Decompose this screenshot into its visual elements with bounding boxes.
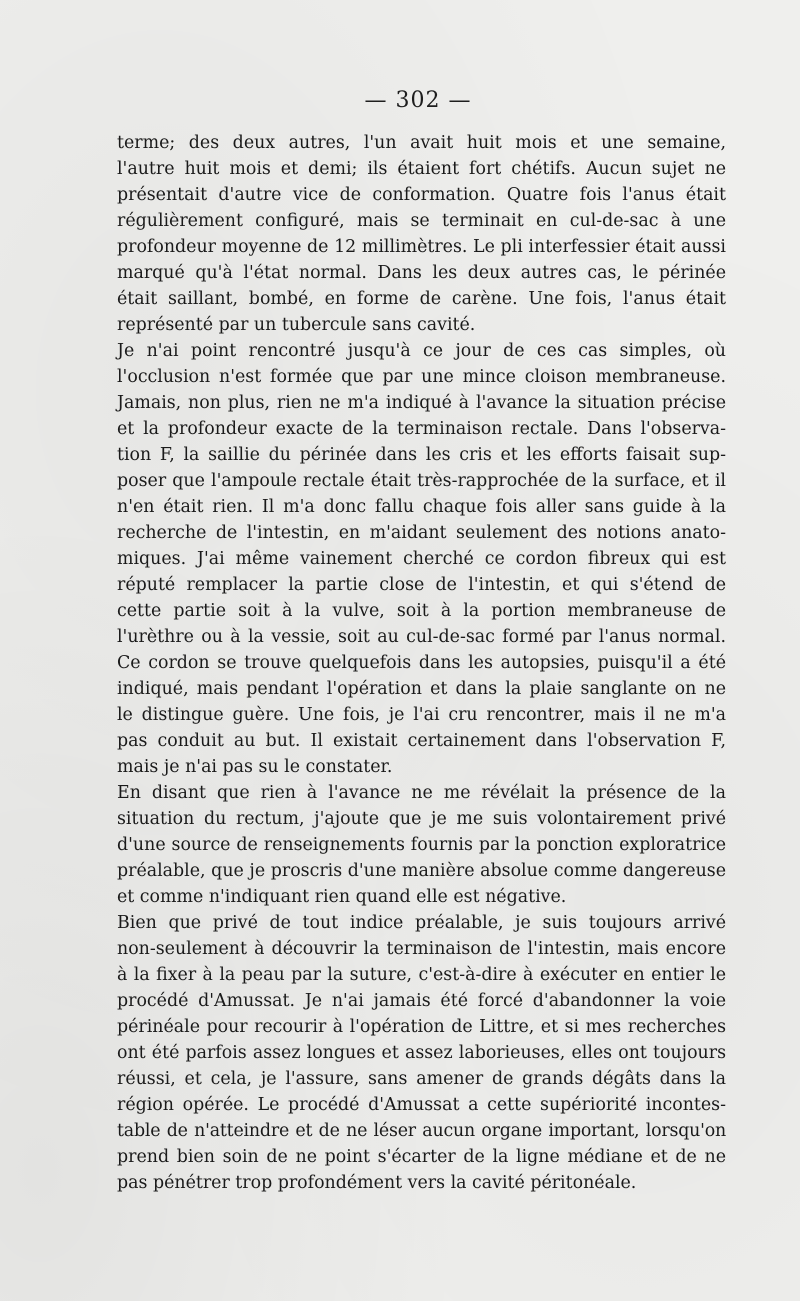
text-line: était saillant, bombé, en forme de carène. Une fois, l'anus était [117, 289, 726, 309]
text-line: préalable, que je proscris d'une manière absolue comme dangereuse [117, 861, 726, 881]
text-line: périnéale pour recourir à l'opération de Littre, et si mes recherches [117, 1017, 726, 1037]
text-line: mais je n'ai pas su le constater. [117, 757, 393, 777]
text-line: tion F, la saillie du périnée dans les cris et les efforts faisait sup- [117, 445, 726, 465]
text-line: Jamais, non plus, rien ne m'a indiqué à l'avance la situation précise [117, 393, 726, 413]
paragraph [117, 910, 726, 1196]
text-line: pas conduit au but. Il existait certainement dans l'observation F, [117, 731, 726, 751]
page-number: — 302 — [364, 88, 472, 113]
text-line: représenté par un tubercule sans cavité. [117, 315, 476, 335]
text-line: réputé remplacer la partie close de l'intestin, et qui s'étend de [117, 575, 726, 595]
text-line: profondeur moyenne de 12 millimètres. Le pli interfessier était aussi [117, 237, 726, 257]
text-line: Bien que privé de tout indice préalable, je suis toujours arrivé [117, 913, 726, 933]
text-line: le distingue guère. Une fois, je l'ai cru rencontrer, mais il ne m'a [117, 705, 726, 725]
text-line: recherche de l'intestin, en m'aidant seulement des notions anato- [117, 523, 726, 543]
paragraph [117, 338, 726, 780]
text-line: cette partie soit à la vulve, soit à la portion membraneuse de [117, 601, 726, 621]
text-line: procédé d'Amussat. Je n'ai jamais été forcé d'abandonner la voie [117, 991, 726, 1011]
text-line: n'en était rien. Il m'a donc fallu chaque fois aller sans guide à la [117, 497, 726, 517]
text-line: En disant que rien à l'avance ne me révélait la présence de la [117, 783, 726, 803]
text-line: l'autre huit mois et demi; ils étaient fort chétifs. Aucun sujet ne [117, 159, 726, 179]
text-line: indiqué, mais pendant l'opération et dans la plaie sanglante on ne [117, 679, 726, 699]
text-line: région opérée. Le procédé d'Amussat a cette supériorité incontes- [117, 1095, 726, 1115]
text-line: terme; des deux autres, l'un avait huit mois et une semaine, [117, 133, 726, 153]
text-line: Je n'ai point rencontré jusqu'à ce jour de ces cas simples, où [117, 341, 726, 361]
body-text [117, 130, 726, 1196]
text-line: et la profondeur exacte de la terminaison rectale. Dans l'observa- [117, 419, 726, 439]
text-line: à la fixer à la peau par la suture, c'est-à-dire à exécuter en entier le [117, 965, 726, 985]
text-line: prend bien soin de ne point s'écarter de la ligne médiane et de ne [117, 1147, 726, 1167]
text-line: non-seulement à découvrir la terminaison de l'intestin, mais encore [117, 939, 726, 959]
text-line: l'occlusion n'est formée que par une mince cloison membraneuse. [117, 367, 726, 387]
text-line: Ce cordon se trouve quelquefois dans les autopsies, puisqu'il a été [117, 653, 726, 673]
text-line: d'une source de renseignements fournis par la ponction exploratrice [117, 835, 726, 855]
text-line: miques. J'ai même vainement cherché ce cordon fibreux qui est [117, 549, 726, 569]
text-line: réussi, et cela, je l'assure, sans amener de grands dégâts dans la [117, 1069, 726, 1089]
paragraph [117, 130, 726, 338]
text-line: régulièrement configuré, mais se terminait en cul-de-sac à une [117, 211, 726, 231]
text-line: présentait d'autre vice de conformation. Quatre fois l'anus était [117, 185, 726, 205]
text-line: table de n'atteindre et de ne léser aucun organe important, lorsqu'on [117, 1121, 726, 1141]
text-line: l'urèthre ou à la vessie, soit au cul-de-sac formé par l'anus normal. [117, 627, 726, 647]
text-line: pas pénétrer trop profondément vers la cavité péritonéale. [117, 1173, 637, 1193]
text-line: ont été parfois assez longues et assez laborieuses, elles ont toujours [117, 1043, 726, 1063]
text-line: poser que l'ampoule rectale était très-rapprochée de la surface, et il [117, 471, 726, 491]
text-line: situation du rectum, j'ajoute que je me suis volontairement privé [117, 809, 726, 829]
paragraph [117, 780, 726, 910]
text-line: et comme n'indiquant rien quand elle est négative. [117, 887, 567, 907]
text-line: marqué qu'à l'état normal. Dans les deux autres cas, le périnée [117, 263, 726, 283]
